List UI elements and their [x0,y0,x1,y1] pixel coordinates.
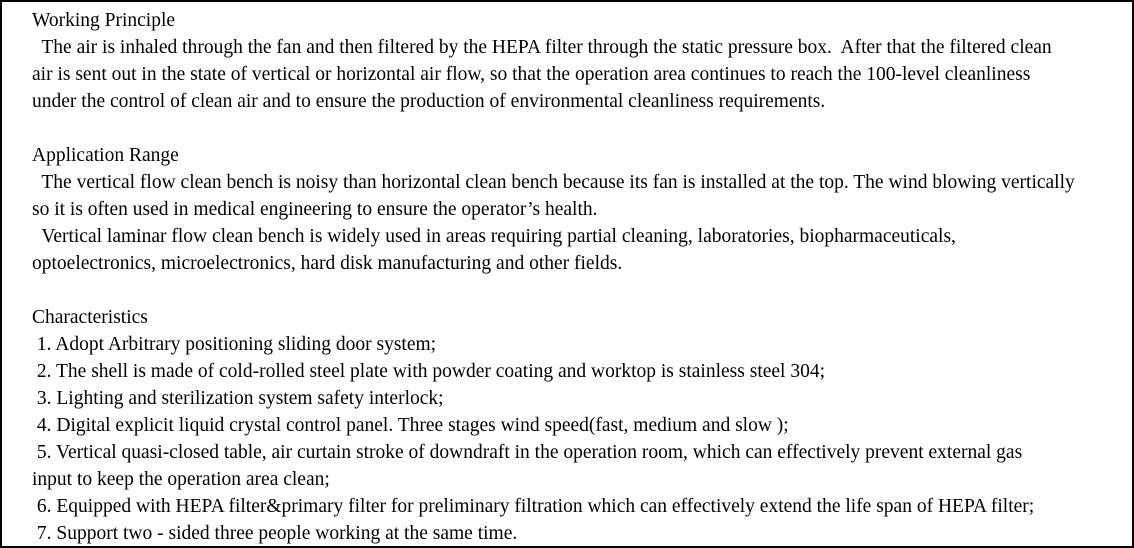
list-item: 3. Lighting and sterilization system safety interlock; [32,388,444,409]
characteristics-section [32,304,1130,547]
section-spacer [32,115,1130,142]
paragraph-line: so it is often used in medical engineering to ensure the operator’s health. [32,199,598,220]
paragraph-line: The air is inhaled through the fan and then filtered by the HEPA filter through the static pressure box. After that the filtered clean [32,37,1052,58]
list-item: 6. Equipped with HEPA filter&primary filter for preliminary filtration which can effectively extend the life span of HEPA filter; [32,496,1035,517]
list-item: 1. Adopt Arbitrary positioning sliding door system; [32,334,437,355]
list-item: 7. Support two - sided three people working at the same time. [32,523,518,544]
paragraph-line: air is sent out in the state of vertical or horizontal air flow, so that the operation area continues to reach the 100-level cleanliness [32,64,1031,85]
list-item: 4. Digital explicit liquid crystal control panel. Three stages wind speed(fast, medium and slow ); [32,415,789,436]
document-body [32,7,1130,547]
paragraph-line: The vertical flow clean bench is noisy than horizontal clean bench because its fan is installed at the top. The wind blowing vertically [32,172,1075,193]
list-item-continuation: input to keep the operation area clean; [32,469,330,490]
paragraph-line: optoelectronics, microelectronics, hard disk manufacturing and other fields. [32,253,623,274]
section-heading: Characteristics [32,307,148,328]
paragraph-line: under the control of clean air and to ensure the production of environmental cleanliness requirements. [32,91,826,112]
paragraph-line: Vertical laminar flow clean bench is widely used in areas requiring partial cleaning, laboratories, biopharmaceuticals, [32,226,956,247]
working-principle-section [32,7,1130,115]
application-range-section [32,142,1130,277]
section-spacer [32,277,1130,304]
list-item: 5. Vertical quasi-closed table, air curtain stroke of downdraft in the operation room, which can effectively prevent external gas [32,442,1023,463]
section-heading: Working Principle [32,10,176,31]
list-item: 2. The shell is made of cold-rolled steel plate with powder coating and worktop is stainless steel 304; [32,361,826,382]
section-heading: Application Range [32,145,179,166]
